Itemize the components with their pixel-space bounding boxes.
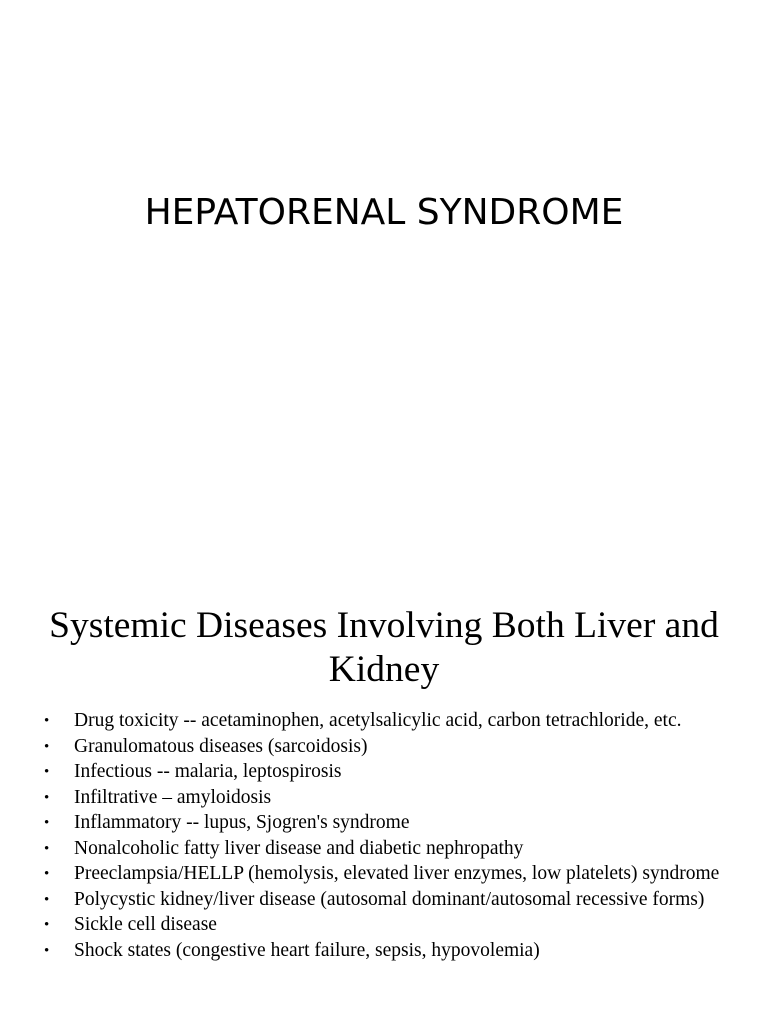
list-item-text: Granulomatous diseases (sarcoidosis) <box>74 735 368 757</box>
list-item-text: Inflammatory -- lupus, Sjogren's syndrome <box>74 812 410 833</box>
bullet-icon: • <box>44 840 50 857</box>
content-slide <box>0 576 768 1024</box>
list-item <box>44 711 724 732</box>
bullet-icon: • <box>44 815 50 831</box>
list-item-text: Infiltrative – amyloidosis <box>74 786 272 808</box>
list-item-text: Sickle cell disease <box>74 914 217 935</box>
slide-title: HEPATORENAL SYNDROME <box>144 192 624 233</box>
list-item <box>44 737 724 758</box>
bullet-icon: • <box>44 917 50 933</box>
list-item-text: Infectious -- malaria, leptospirosis <box>74 761 342 782</box>
bullet-icon: • <box>44 764 50 780</box>
bullet-icon: • <box>44 891 50 908</box>
list-item-text: Nonalcoholic fatty liver disease and diabetic nephropathy <box>74 837 524 859</box>
list-item <box>44 864 724 885</box>
list-item <box>44 941 724 962</box>
slide-heading: Systemic Diseases Involving Both Liver and Kidney <box>49 605 719 690</box>
bullet-icon: • <box>44 738 50 755</box>
bullet-icon: • <box>44 789 50 806</box>
bullet-icon: • <box>44 866 50 882</box>
list-item-text: Polycystic kidney/liver disease (autosomal dominant/autosomal recessive forms) <box>74 888 705 910</box>
list-item <box>44 890 724 911</box>
list-item <box>44 915 724 936</box>
list-item <box>44 813 724 834</box>
list-item <box>44 762 724 783</box>
bullet-list <box>44 711 724 966</box>
list-item <box>44 839 724 860</box>
list-item <box>44 788 724 809</box>
list-item-text: Drug toxicity -- acetaminophen, acetylsalicylic acid, carbon tetrachloride, etc. <box>74 710 682 731</box>
list-item-text: Shock states (congestive heart failure, sepsis, hypovolemia) <box>74 939 540 961</box>
list-item-text: Preeclampsia/HELLP (hemolysis, elevated liver enzymes, low platelets) syndrome <box>74 863 720 884</box>
bullet-icon: • <box>44 713 50 729</box>
bullet-icon: • <box>44 942 50 959</box>
